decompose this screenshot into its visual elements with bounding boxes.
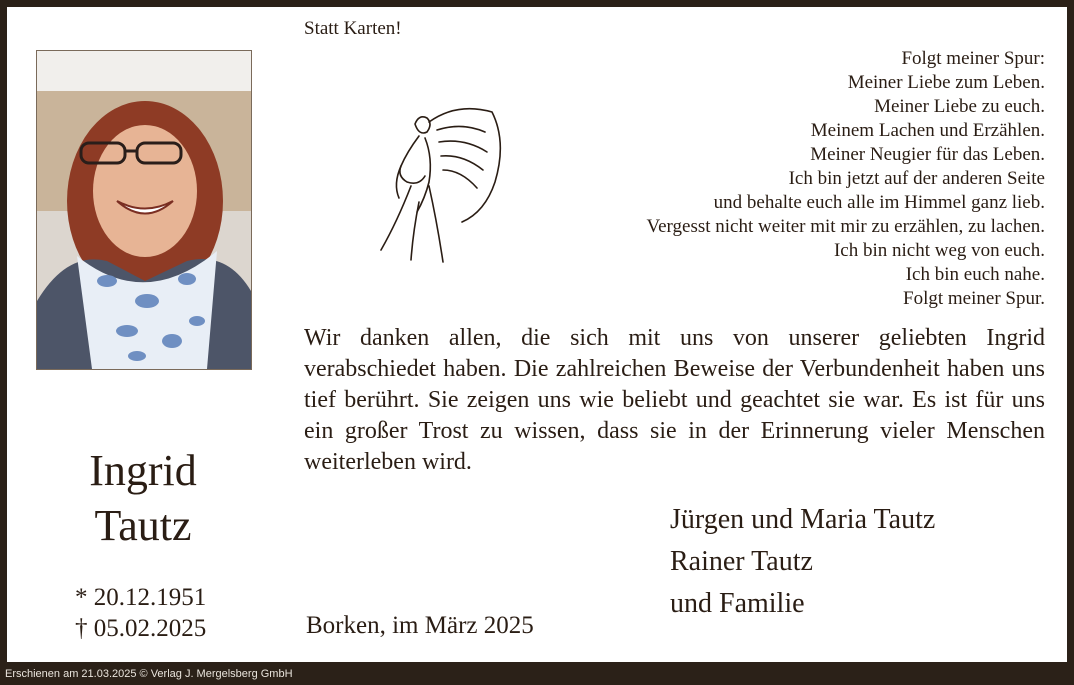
birth-date: * 20.12.1951 [75,584,207,611]
life-dates [75,582,206,644]
poem-line: Folgt meiner Spur. [903,288,1045,309]
deceased-name [43,443,243,553]
poem [485,47,1045,311]
poem-line: Ich bin nicht weg von euch. [833,240,1045,261]
poem-line: Ich bin jetzt auf der anderen Seite [788,168,1045,189]
last-name: Tautz [94,501,192,550]
portrait-photo [36,50,252,370]
first-name: Ingrid [89,446,197,495]
obituary-card [7,7,1067,662]
poem-line: Meinem Lachen und Erzählen. [810,120,1045,141]
death-date: † 05.02.2025 [75,615,207,642]
poem-line: Folgt meiner Spur: [901,48,1045,69]
statt-karten-label: Statt Karten! [304,18,402,39]
poem-line: Meiner Neugier für das Leben. [810,144,1045,165]
thanks-paragraph: Wir danken allen, die sich mit uns von unserer geliebten Ingrid verabschiedet haben. Die zahlreichen Beweise der Verbundenheit haben uns tief berührt. Sie zeigen uns wie beliebt und geachtet sie war. Es ist für uns ein großer Trost zu wissen, dass sie in der Erinnerung vieler Menschen weiterleben wird. [304,325,1045,475]
poem-line: Vergesst nicht weiter mit mir zu erzählen, zu lachen. [646,216,1045,237]
family-line: und Familie [670,588,805,619]
family-signature [670,499,935,625]
poem-line: Meiner Liebe zu euch. [874,96,1045,117]
poem-line: Meiner Liebe zum Leben. [847,72,1045,93]
poem-line: Ich bin euch nahe. [905,264,1045,285]
family-line: Jürgen und Maria Tautz [670,504,936,535]
place-date: Borken, im März 2025 [306,612,534,639]
poem-line: und behalte euch alle im Himmel ganz lieb. [713,192,1045,213]
family-line: Rainer Tautz [670,546,813,577]
publication-footer: Erschienen am 21.03.2025 © Verlag J. Mergelsberg GmbH [0,663,1074,685]
